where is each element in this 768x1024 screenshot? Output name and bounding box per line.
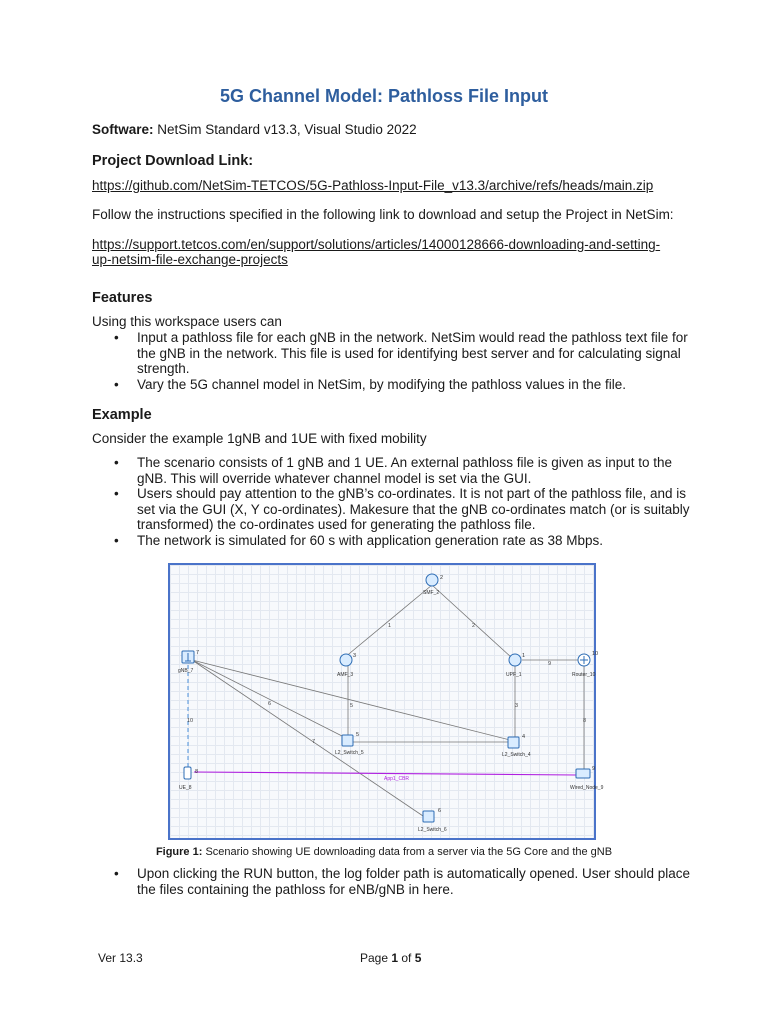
wired-node[interactable]	[570, 766, 604, 791]
example-intro: Consider the example 1gNB and 1UE with fixed mobility	[92, 431, 427, 446]
node-id: 2	[440, 575, 444, 581]
router-node[interactable]	[572, 651, 598, 678]
list-item: Input a pathloss file for each gNB in the network. NetSim would read the pathloss text file for the gNB in the network. This file is used for identifying best server and for calculating signal strength.	[137, 330, 688, 377]
footer-version: Ver 13.3	[98, 951, 143, 965]
network-figure	[168, 563, 604, 840]
node-label: Router_10	[572, 672, 596, 678]
node-label: UE_8	[179, 785, 192, 791]
switch-icon	[423, 811, 434, 822]
network-diagram	[170, 565, 604, 838]
list-item: Users should pay attention to the gNB’s co-ordinates. It is not part of the pathloss file, and is set via the GUI (X, Y co-ordinates). Makesure that the gNB co-ordinates match (or is suitably transformed) the co-ordinates used for generating the pathloss file.	[137, 486, 690, 533]
software-value: NetSim Standard v13.3, Visual Studio 2022	[153, 122, 417, 137]
list-item: Upon clicking the RUN button, the log folder path is automatically opened. User should place the files containing the pathloss for eNB/gNB in here.	[137, 866, 691, 897]
node-label: L2_Switch_5	[335, 750, 364, 756]
download-link[interactable]: https://github.com/NetSim-TETCOS/5G-Pathloss-Input-File_v13.3/archive/refs/heads/main.zip	[92, 178, 654, 193]
instructions-text: Follow the instructions specified in the following link to download and setup the Project in NetSim:	[92, 207, 674, 222]
bullet: •	[114, 533, 119, 548]
footer-page-number	[360, 951, 421, 965]
ue-node[interactable]	[179, 767, 198, 791]
download-heading: Project Download Link:	[92, 153, 254, 169]
bullet: •	[114, 330, 119, 345]
link-label: 3	[515, 703, 519, 709]
amf-node[interactable]	[337, 653, 356, 678]
page-title: 5G Channel Model: Pathloss File Input	[219, 86, 549, 106]
link-label: 6	[268, 701, 272, 707]
core-icon	[509, 654, 521, 666]
node-label: L2_Switch_6	[418, 827, 447, 833]
node-id: 4	[522, 734, 526, 740]
node-label: UPF_1	[506, 672, 522, 678]
list-item: The scenario consists of 1 gNB and 1 UE. An external pathloss file is given as input to the gNB. This will override whatever channel model is set via the GUI.	[137, 455, 673, 486]
node-id: 8	[195, 769, 199, 775]
node-label: gNB_7	[178, 668, 194, 674]
features-heading: Features	[92, 290, 153, 306]
node-label: Wired_Node_9	[570, 785, 604, 791]
node-id: 1	[522, 653, 526, 659]
list-item: Vary the 5G channel model in NetSim, by modifying the pathloss values in the file.	[137, 377, 627, 392]
node-id: 9	[592, 766, 596, 772]
page-prefix: Page	[360, 951, 392, 965]
link-label: 2	[472, 623, 476, 629]
switch6-node[interactable]	[418, 808, 447, 833]
software-line	[92, 122, 417, 137]
features-intro: Using this workspace users can	[92, 314, 282, 329]
figure-caption	[0, 846, 768, 858]
bullet: •	[114, 377, 119, 392]
node-label: L2_Switch_4	[502, 752, 531, 758]
app-flow-line	[194, 772, 576, 775]
link-gnb-sw6	[192, 660, 426, 818]
core-icon	[340, 654, 352, 666]
link-smf-amf	[344, 585, 432, 658]
support-link-line1[interactable]: https://support.tetcos.com/en/support/solutions/articles/14000128666-downloading-and-setting-	[92, 237, 661, 252]
link-label: 5	[350, 703, 354, 709]
node-id: 10	[592, 651, 599, 657]
node-label: SMF_2	[423, 590, 440, 596]
phone-icon	[184, 767, 191, 779]
page-current: 1	[391, 951, 399, 965]
switch-icon	[508, 737, 519, 748]
bullet: •	[114, 455, 119, 470]
link-label: 7	[312, 739, 316, 745]
node-id: 7	[196, 650, 200, 656]
caption-text: Scenario showing UE downloading data from a server via the 5G Core and the gNB	[202, 846, 613, 858]
example-heading: Example	[92, 407, 152, 423]
node-id: 6	[438, 808, 442, 814]
switch-icon	[342, 735, 353, 746]
node-id: 5	[356, 732, 360, 738]
caption-label: Figure 1:	[155, 846, 203, 858]
app-flow-label: App1_CBR	[384, 776, 410, 782]
page-of: of	[398, 951, 415, 965]
computer-icon	[576, 769, 590, 778]
software-label: Software:	[92, 122, 154, 137]
link-smf-upf	[432, 585, 512, 658]
link-label: 1	[388, 623, 392, 629]
bullet: •	[114, 486, 119, 501]
core-icon	[426, 574, 438, 586]
node-id: 3	[353, 653, 357, 659]
link-label: 9	[548, 661, 552, 667]
switch4-node[interactable]	[502, 734, 531, 758]
page-total: 5	[414, 951, 422, 965]
link-label: 10	[187, 718, 194, 724]
link-gnb-sw5	[192, 660, 344, 737]
bullet: •	[114, 866, 119, 881]
link-label: 8	[583, 718, 587, 724]
switch5-node[interactable]	[335, 732, 364, 756]
node-label: AMF_3	[337, 672, 354, 678]
support-link-line2[interactable]: up-netsim-file-exchange-projects	[92, 252, 288, 267]
upf-node[interactable]	[506, 653, 525, 678]
list-item: The network is simulated for 60 s with application generation rate as 38 Mbps.	[137, 533, 603, 548]
